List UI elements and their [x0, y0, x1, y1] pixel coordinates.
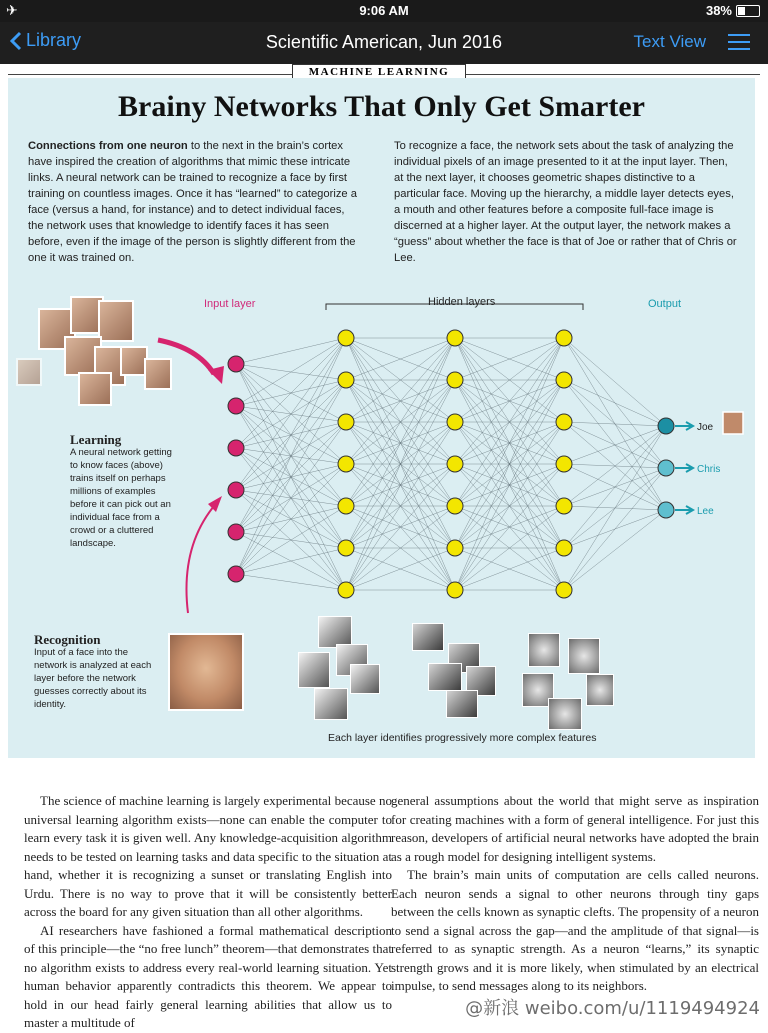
connection-line [236, 464, 346, 574]
connection-line [236, 338, 346, 490]
connection-line [564, 426, 666, 464]
recognition-face-photo [168, 633, 244, 711]
learning-text: A neural network getting to know faces (above) trains itself on perhaps millions of examples before it can pick out an individual face from a crowd or a cluttered landscape. [70, 447, 172, 549]
hidden-node [447, 414, 463, 430]
hidden-node [447, 330, 463, 346]
body-paragraph: The science of machine learning is largely experimental because no universal learning algorithm exists—none can enable the computer to learn every task it is given well. Any knowledge-acquisition algorithm needs to be tested on learning tasks and data specific to the situation at hand, whether it is recognizing a sunset or translating English into Urdu. There is no way to prove that it will be consistently better across the board for any given situation than all other algorithms. [24, 793, 392, 919]
connection-line [236, 338, 346, 574]
learning-callout [70, 433, 180, 550]
learning-arrow [158, 340, 214, 374]
output-arrow [675, 422, 693, 430]
airplane-icon: ✈ [6, 2, 18, 18]
intro-right: To recognize a face, the network sets about the task of analyzing the individual pixels of an image presented to it at the input layer. Then, at the next layer, it chooses geometric shapes distinctive to a particular face. Moving up the hierarchy, a middle layer detects eyes, a mouth and other features before a composite full-face image is discerned at a higher layer. At the output layer, the network makes a “guess” about whether the face is that of Joe or rather that of Chris or Lee. [394, 140, 737, 264]
body-paragraph: The brain’s main units of computation are cells called neurons. Each neuron sends a signal to other neurons through tiny gaps between the cells known as synaptic clefts. The propensity of a neuron to send a signal across the gap—and the amplitude of that signal—is referred to as synaptic strength. As a neuron “learns,” its synaptic strength grows and it is more likely, when stimulated by an electrical impulse, to send messages along to its neighbors. [391, 867, 759, 993]
output-label-lee: Lee [697, 506, 714, 517]
hidden-node [447, 372, 463, 388]
connection-line [564, 422, 666, 426]
input-node [228, 566, 244, 582]
connection-line [564, 380, 666, 426]
headline: Brainy Networks That Only Get Smarter [118, 90, 645, 123]
connection-line [564, 468, 666, 590]
hidden-node [447, 540, 463, 556]
body-column-left [24, 792, 392, 1033]
hidden-node [556, 582, 572, 598]
body-paragraph: AI researchers have fashioned a formal mathematical description of this principle—the “no free lunch” theorem—that demonstrates that no algorithm exists to address every real-world learning situation. Yet human behavior apparently contradicts this theorem. We appear to hold in our head fairly general learning abilities that allow us to master a multitude of [24, 922, 392, 1030]
intro-left-text: to the next in the brain’s cortex have inspired the creation of algorithms that mimic these intricate links. A neural network can be trained to recognize a face by first training on countless images. Once it has “learned” to categorize a face (versus a hand, for instance) and to detect individual faces, the network uses that knowledge to identify faces it has seen before, even if the image of the person is slightly different from the one it was trained on. [28, 140, 357, 264]
connection-line [236, 548, 346, 574]
connection-line [236, 380, 346, 574]
input-node [228, 356, 244, 372]
magazine-page[interactable] [0, 64, 768, 1030]
nav-bar [0, 22, 768, 64]
connection-line [236, 338, 346, 406]
input-node [228, 524, 244, 540]
battery-icon [736, 5, 760, 17]
connection-line [564, 510, 666, 590]
output-label-joe: Joe [697, 422, 714, 433]
hidden-node [447, 456, 463, 472]
body-paragraph: general assumptions about the world that might serve as inspiration for creating machines with a form of general intelligence. For just this reason, developers of artificial neural networks have adopted the brain as a rough model for designing intelligent systems. [391, 793, 759, 864]
input-node [228, 440, 244, 456]
hidden-node [338, 582, 354, 598]
hidden-layers-label: Hidden layers [428, 296, 496, 308]
learning-title: Learning [70, 432, 122, 447]
connection-line [236, 574, 346, 590]
section-label: MACHINE LEARNING [292, 64, 466, 80]
recognition-text: Input of a face into the network is analyzed at each layer before the network guesses correctly about its identity. [34, 647, 152, 710]
hidden-node [447, 582, 463, 598]
output-arrow [675, 506, 693, 514]
hidden-node [556, 414, 572, 430]
hidden-node [338, 540, 354, 556]
joe-thumbnail [723, 412, 743, 434]
hidden-node [556, 498, 572, 514]
input-node [228, 482, 244, 498]
battery-percent: 38% [705, 3, 732, 18]
connection-line [236, 422, 346, 574]
body-column-right [391, 792, 759, 996]
diagram-caption: Each layer identifies progressively more complex features [328, 732, 597, 744]
connection-line [564, 426, 666, 548]
recognition-callout [34, 633, 159, 711]
input-node [228, 398, 244, 414]
status-bar [0, 0, 768, 22]
hidden-node [338, 498, 354, 514]
connection-line [564, 426, 666, 590]
output-label-chris: Chris [697, 464, 721, 475]
connection-line [236, 338, 346, 448]
recognition-title: Recognition [34, 632, 101, 647]
connection-line [236, 338, 346, 364]
connection-line [564, 426, 666, 506]
hidden-node [338, 330, 354, 346]
hidden-node [447, 498, 463, 514]
output-node [658, 418, 674, 434]
hidden-node [338, 414, 354, 430]
intro-left-lead: Connections from one neuron [28, 140, 188, 152]
text-view-button[interactable]: Text View [633, 32, 706, 51]
output-node [658, 460, 674, 476]
magazine-title: Scientific American, Jun 2016 [265, 32, 503, 52]
hidden-node [556, 372, 572, 388]
hidden-node [556, 330, 572, 346]
connection-line [564, 338, 666, 426]
hidden-node [338, 456, 354, 472]
infographic-panel [8, 78, 755, 758]
hidden-node [556, 540, 572, 556]
status-time: 9:06 AM [359, 3, 409, 18]
connection-line [236, 338, 346, 532]
output-arrow [675, 464, 693, 472]
recognition-arrow [186, 506, 214, 613]
watermark: @新浪 weibo.com/u/1119494924 [465, 998, 760, 1019]
input-layer-label: Input layer [204, 298, 256, 310]
output-label: Output [648, 298, 682, 310]
output-node [658, 502, 674, 518]
hidden-node [338, 372, 354, 388]
list-icon[interactable] [728, 34, 750, 55]
hidden-node [556, 456, 572, 472]
battery-indicator [706, 3, 760, 18]
connection-line [236, 506, 346, 574]
back-label: Library [26, 30, 82, 50]
